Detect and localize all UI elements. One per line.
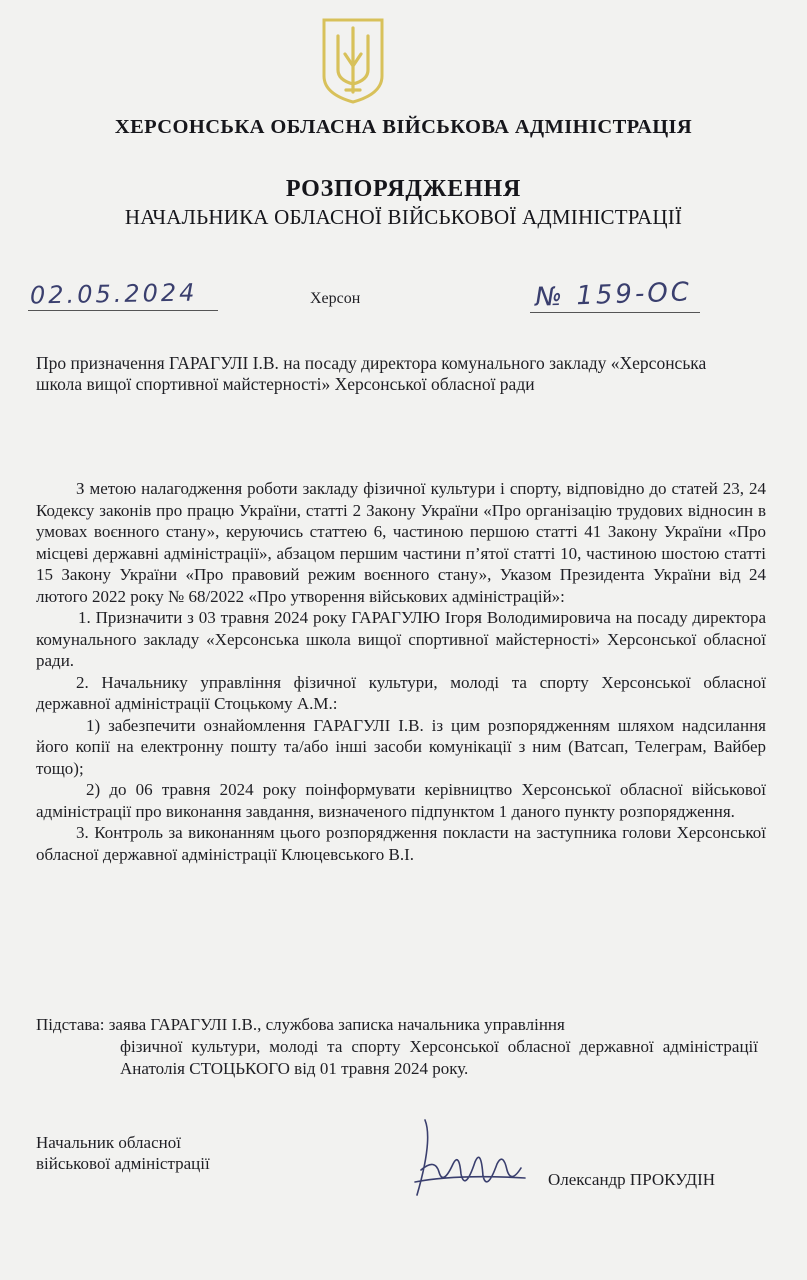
document-city: Херсон	[310, 290, 361, 307]
basis-first-line: заява ГАРАГУЛІ І.В., службова записка начальника управління	[108, 1015, 565, 1034]
item-1-paragraph: 1. Призначити з 03 травня 2024 року ГАРАГУЛЮ Ігоря Володимировича на посаду директора комунального закладу «Херсонська школа вищої спортивної майстерності» Херсонської обласної ради.	[36, 608, 766, 670]
item-2-paragraph: 2. Начальнику управління фізичної культури, молоді та спорту Херсонської обласної державної адміністрації Стоцькому А.М.:	[36, 672, 766, 713]
item-3-paragraph: 3. Контроль за виконанням цього розпорядження покласти на заступника голови Херсонської обласної державної адміністрації Клюцевського В.І.	[36, 823, 766, 864]
handwritten-signature-icon	[395, 1100, 535, 1210]
document-subject: Про призначення ГАРАГУЛІ І.В. на посаду директора комунального закладу «Херсонська школа вищої спортивної майстерності» Херсонської обласної ради	[36, 353, 707, 394]
item-2-1-paragraph: 1) забезпечити ознайомлення ГАРАГУЛІ І.В. із цим розпорядженням шляхом надсилання його копії на електронну пошту та/або інші засоби комунікації з ним (Ватсап, Телеграм, Вайбер тощо);	[36, 715, 766, 778]
document-type: РОЗПОРЯДЖЕННЯ	[285, 176, 522, 202]
basis-label: Підстава:	[36, 1015, 105, 1034]
number-underline	[530, 312, 700, 313]
document-number: № 159-ОС	[534, 277, 693, 313]
signer-name: Олександр ПРОКУДІН	[548, 1170, 716, 1189]
preamble-paragraph: З метою налагодження роботи закладу фізичної культури і спорту, відповідно до статей 23, 24 Кодексу законів про працю України, статті 2 Закону України «Про організацію трудових відносин в умовах воєнного стану», керуючись статтею 6, частиною першою статті 41 Закону України «Про місцеві державні адміністрації», абзацом першим частини п’ятої статті 10, частиною шостою статті 15 Закону України «Про правовий режим воєнного стану», Указом Президента України від 24 лютого 2022 року № 68/2022 «Про утворення військових адміністрацій»:	[36, 479, 766, 606]
position-line-2: військової адміністрації	[36, 1154, 210, 1173]
document-body	[36, 478, 766, 865]
position-line-1: Начальник обласної	[36, 1133, 181, 1152]
signer-position	[36, 1132, 296, 1174]
document-date: 02.05.2024	[29, 278, 198, 310]
document-subtitle: НАЧАЛЬНИКА ОБЛАСНОЇ ВІЙСЬКОВОЇ АДМІНІСТРАЦІЇ	[124, 205, 683, 229]
item-2-2-paragraph: 2) до 06 травня 2024 року поінформувати керівництво Херсонської обласної військової адміністрації про виконання завдання, визначеного підпунктом 1 даного пункту розпорядження.	[36, 780, 766, 821]
organization-name: ХЕРСОНСЬКА ОБЛАСНА ВІЙСЬКОВА АДМІНІСТРАЦІЯ	[114, 116, 693, 138]
basis-continuation: фізичної культури, молоді та спорту Херсонської обласної державної адміністрації Анатолія СТОЦЬКОГО від 01 травня 2024 року.	[120, 1037, 758, 1078]
date-underline	[28, 310, 218, 311]
trident-emblem-icon	[318, 14, 388, 106]
basis-line	[36, 1014, 758, 1036]
